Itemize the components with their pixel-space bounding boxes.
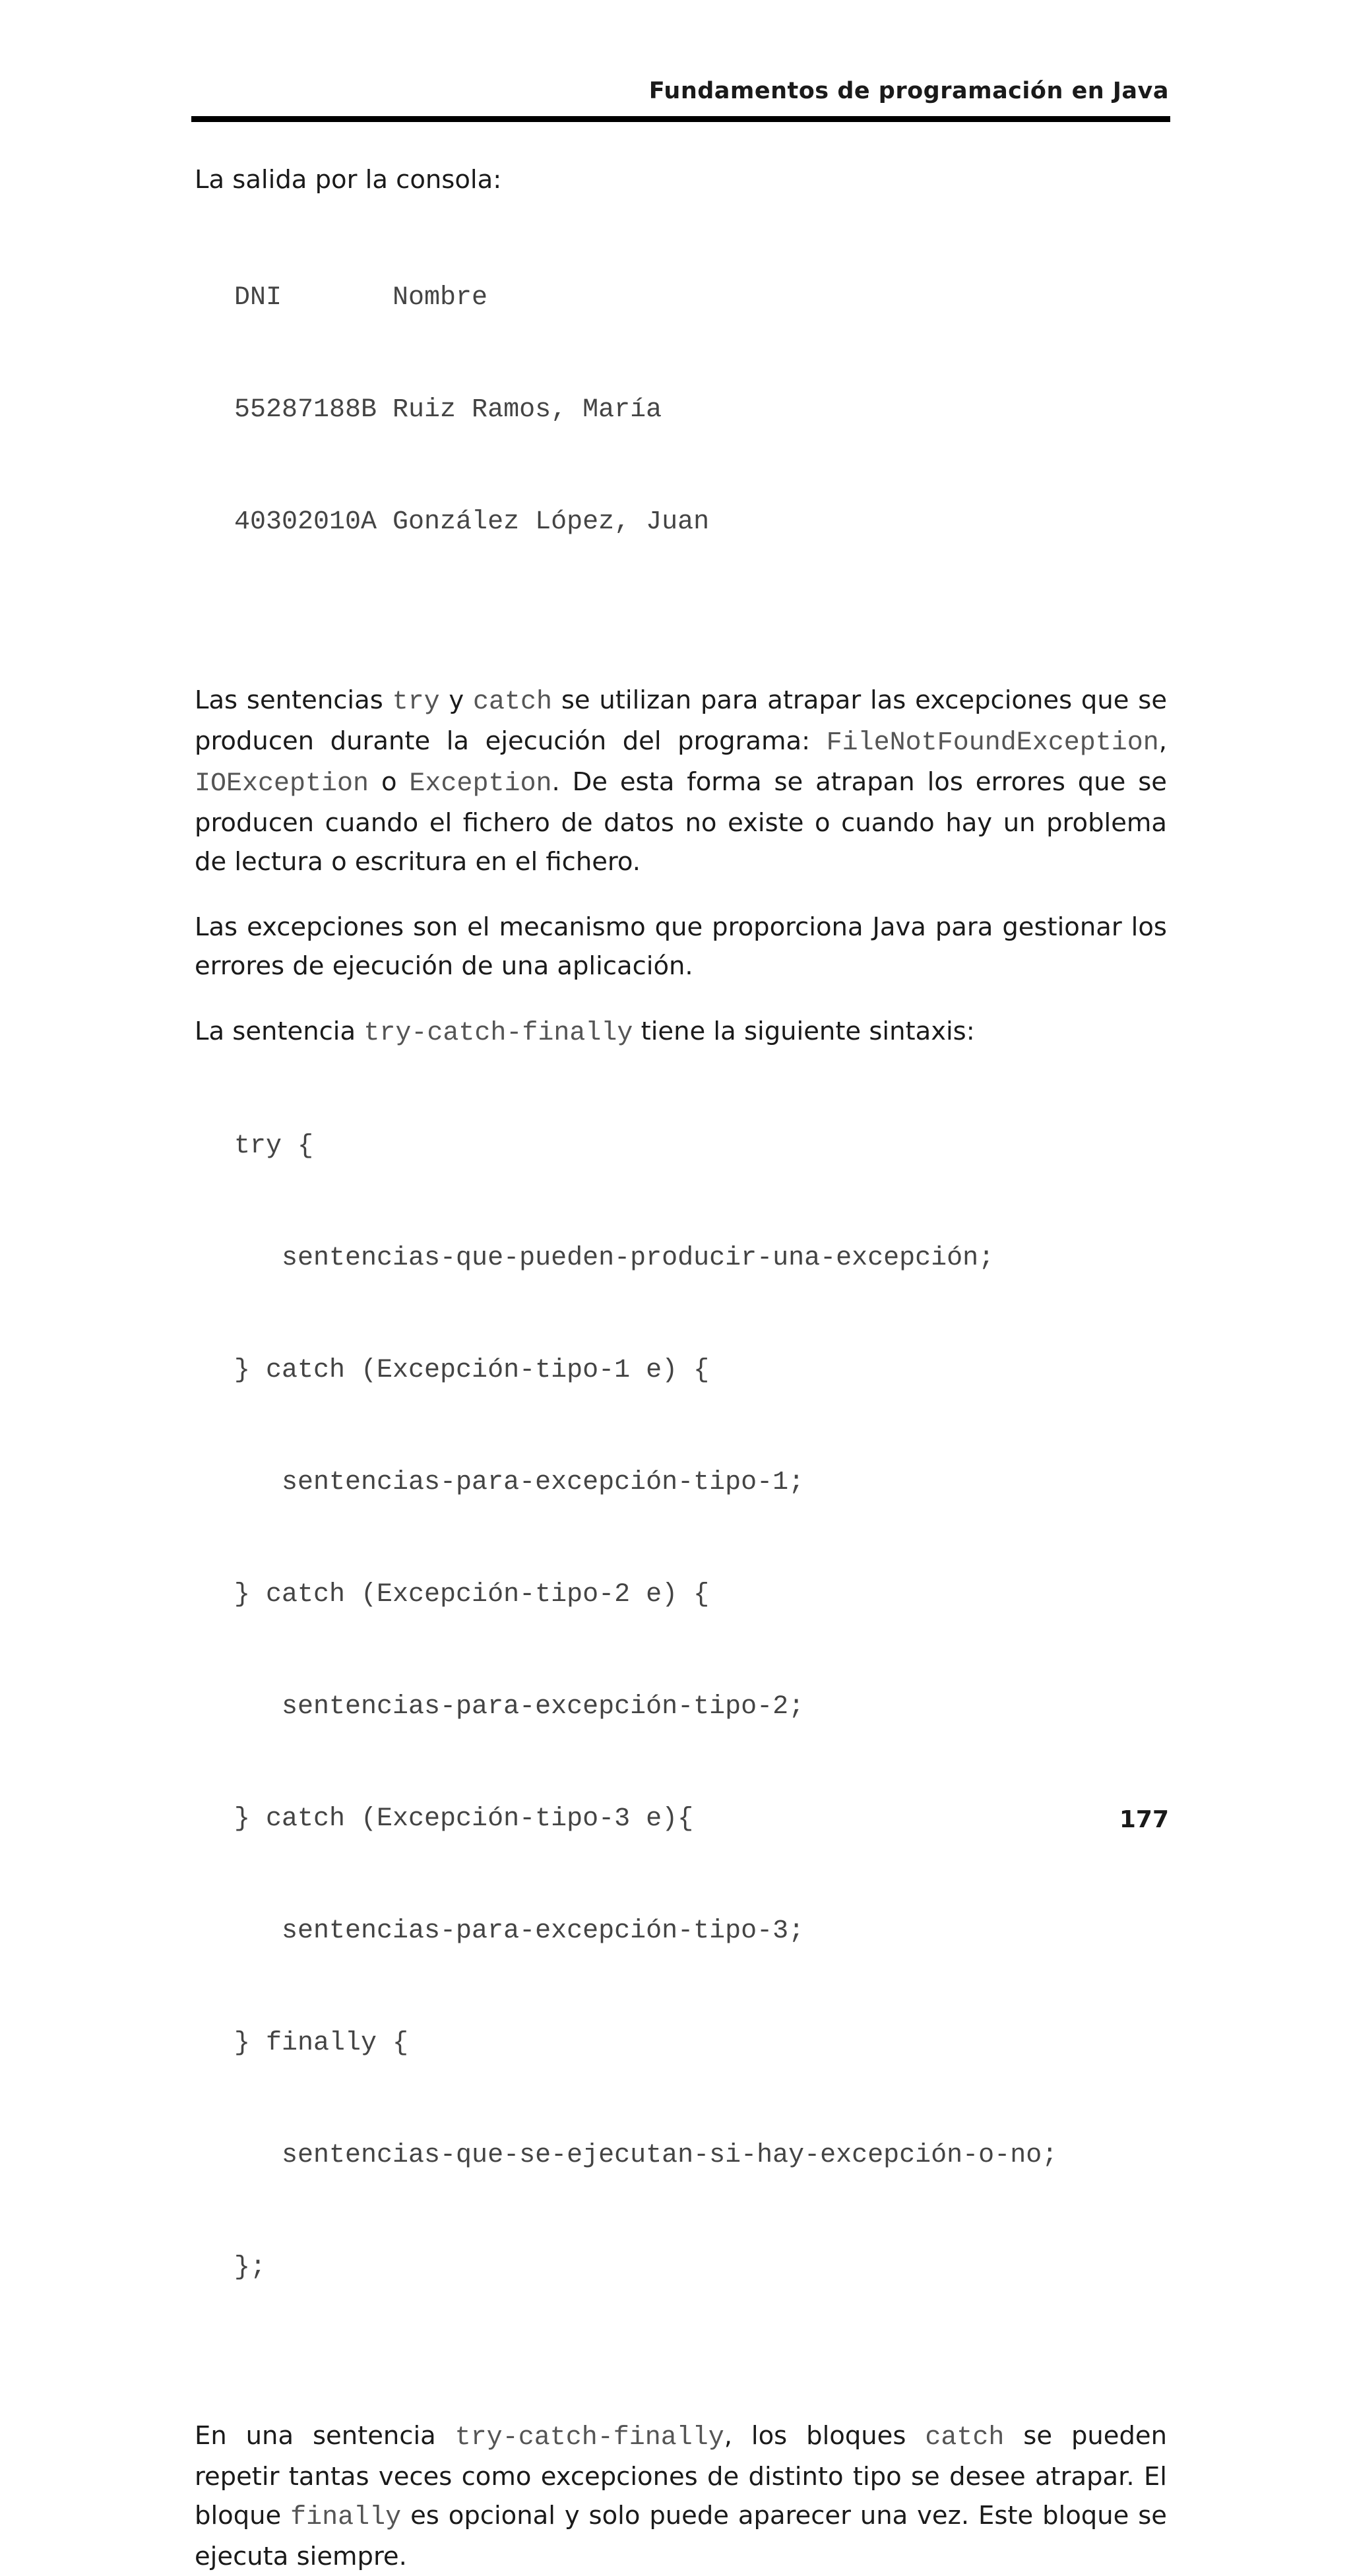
paragraph-try-catch (195, 681, 1167, 881)
text: , los bloques (724, 2421, 926, 2451)
text: se utilizan para atrapar las excepciones que se producen durante la ejecución del programa: (195, 685, 1168, 756)
inline-code: Exception (409, 769, 552, 799)
inline-code: try-catch-finally (455, 2423, 724, 2453)
text: , (1158, 726, 1167, 756)
page-content (195, 157, 1167, 2576)
text: se pueden repetir tantas veces como excepciones de distinto tipo se desee atrapar. El bloque (195, 2421, 1167, 2530)
console-line: 40302010A González López, Juan (234, 507, 710, 537)
inline-code: try (392, 687, 440, 717)
paragraph-syntax-intro (195, 1012, 1167, 1053)
code-line: } catch (Excepción-tipo-3 e){ (234, 1804, 694, 1834)
running-header: Fundamentos de programación en Java (648, 78, 1169, 104)
console-line: DNI Nombre (234, 283, 488, 313)
code-line: try { (234, 1131, 314, 1161)
code-line: } finally { (234, 2028, 409, 2058)
text: o (369, 767, 410, 797)
inline-code: FileNotFoundException (826, 728, 1159, 758)
text: tiene la siguiente sintaxis: (633, 1017, 975, 1046)
intro-paragraph: La salida por la consola: (195, 165, 502, 195)
paragraph-finally (195, 2416, 1167, 2576)
code-line: sentencias-para-excepción-tipo-2; (234, 1692, 805, 1722)
code-line: sentencias-para-excepción-tipo-1; (234, 1468, 805, 1497)
code-line: } catch (Excepción-tipo-1 e) { (234, 1356, 710, 1385)
text: La sentencia (195, 1017, 364, 1046)
text: En una sentencia (195, 2421, 455, 2451)
code-line: }; (234, 2253, 267, 2282)
inline-code: IOException (195, 769, 369, 799)
text: y (439, 685, 473, 715)
inline-code: try-catch-finally (363, 1019, 633, 1048)
inline-code: catch (925, 2423, 1005, 2453)
code-line: sentencias-que-se-ejecutan-si-hay-excepción-o-no; (234, 2141, 1058, 2170)
inline-code: finally (290, 2503, 402, 2532)
text: . De esta forma se atrapan los errores que se producen cuando el fichero de datos no existe o cuando hay un problema de lectura o escritura en el fichero. (195, 767, 1167, 877)
text: Las sentencias (195, 685, 393, 715)
console-line: 55287188B Ruiz Ramos, María (234, 395, 662, 425)
paragraph-exceptions: Las excepciones son el mecanismo que proporciona Java para gestionar los errores de ejecución de una aplicación. (195, 912, 1167, 981)
page-number: 177 (1119, 1806, 1169, 1833)
console-output (234, 212, 1167, 608)
code-line: } catch (Excepción-tipo-2 e) { (234, 1580, 710, 1610)
code-line: sentencias-que-pueden-producir-una-excepción; (234, 1243, 995, 1273)
text: es opcional y solo puede aparecer una vez. Este bloque se ejecuta siempre. (195, 2501, 1167, 2571)
syntax-code-block (234, 1061, 1167, 2354)
header-rule (191, 116, 1170, 122)
inline-code: catch (472, 687, 553, 717)
code-line: sentencias-para-excepción-tipo-3; (234, 1916, 805, 1946)
